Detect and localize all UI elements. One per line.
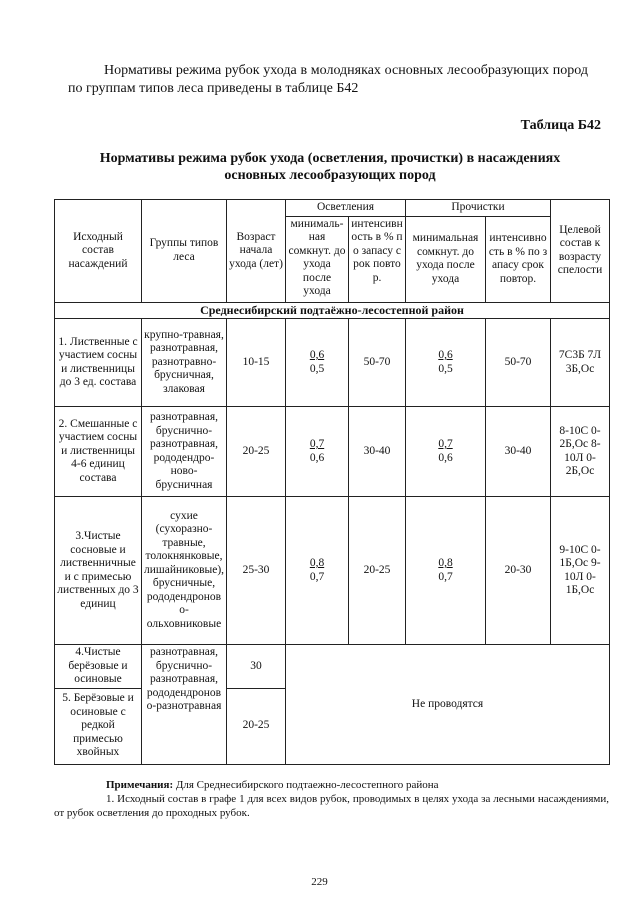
- density-after: 0,5: [438, 362, 453, 375]
- header-clearing-min-density: минималь-ная сомкнут. до ухода после ухода: [286, 216, 349, 302]
- header-thinning: Прочистки: [406, 200, 551, 217]
- cell-target: 7С3Б 7Л 3Б,Ос: [551, 319, 610, 407]
- density-before: 0,8: [438, 557, 453, 569]
- table-row: [55, 645, 610, 689]
- density-before: 0,6: [309, 349, 325, 361]
- cell-thinning-intensity: 30-40: [486, 407, 551, 497]
- notes-line-1: [54, 778, 609, 792]
- cell-clearing-density: [286, 319, 349, 407]
- intro-paragraph: Нормативы режима рубок ухода в молодняках основных лесообразующих пород по группам типов леса приведены в таблице Б42: [68, 63, 588, 96]
- cell-thinning-intensity: 20-30: [486, 497, 551, 645]
- table-row: [55, 319, 610, 407]
- notes-line-2: 1. Исходный состав в графе 1 для всех видов рубок, проводимых в целях ухода за лесными насаждениями, от рубок осветления до проходных рубок.: [54, 793, 609, 819]
- norms-table: [54, 199, 610, 765]
- table-row: [55, 497, 610, 645]
- table-label: Таблица Б42: [520, 118, 601, 133]
- density-after: 0,7: [309, 570, 325, 583]
- cell-thinning-density: [406, 497, 486, 645]
- density-before: 0,6: [438, 349, 453, 361]
- cell-age: 25-30: [227, 497, 286, 645]
- cell-age: 20-25: [227, 688, 286, 764]
- header-thinning-intensity: интенсивность в % по запасу срок повтор.: [486, 216, 551, 302]
- density-before: 0,8: [309, 557, 325, 569]
- cell-clearing-intensity: 20-25: [349, 497, 406, 645]
- cell-thinning-density: [406, 319, 486, 407]
- table-title: Нормативы режима рубок ухода (осветления, прочистки) в насаждениях основных лесообразующих пород: [99, 151, 561, 183]
- cell-groups: разнотравная, бруснично-разнотравная, рододендронов о-разнотравная: [142, 645, 227, 765]
- cell-groups: крупно-травная, разнотравная, разнотравно-брусничная, злаковая: [142, 319, 227, 407]
- cell-target: 8-10С 0-2Б,Ос 8-10Л 0-2Б,Ос: [551, 407, 610, 497]
- table-row: [55, 407, 610, 497]
- density-after: 0,6: [309, 451, 325, 464]
- cell-source: 5. Берёзовые и осиновые с редкой примесью хвойных: [55, 688, 142, 764]
- cell-clearing-intensity: 30-40: [349, 407, 406, 497]
- header-clearing-intensity: интенсивность в % по запасу срок повтор.: [349, 216, 406, 302]
- cell-source: 3.Чистые сосновые и лиственничные и с примесью лиственных до 3 единиц: [55, 497, 142, 645]
- cell-groups: сухие (сухоразно-травные, толокнянковые, лишайниковые), брусничные, рододендронов о-ольховниковые: [142, 497, 227, 645]
- density-after: 0,6: [438, 451, 453, 464]
- cell-thinning-density: [406, 407, 486, 497]
- page-number: 229: [311, 876, 328, 888]
- cell-age: 30: [227, 645, 286, 689]
- header-clearing: Осветления: [286, 200, 406, 217]
- cell-source: 2. Смешанные с участием сосны и лиственницы 4-6 единиц состава: [55, 407, 142, 497]
- cell-source: 1. Лиственные с участием сосны и лиственницы до 3 ед. состава: [55, 319, 142, 407]
- cell-target: 9-10С 0-1Б,Ос 9-10Л 0-1Б,Ос: [551, 497, 610, 645]
- cell-clearing-density: [286, 497, 349, 645]
- header-thinning-min-density: минимальная сомкнут. до ухода после ухода: [406, 216, 486, 302]
- cell-not-performed: Не проводятся: [286, 645, 610, 765]
- density-after: 0,5: [309, 362, 325, 375]
- density-before: 0,7: [309, 438, 325, 450]
- cell-groups: разнотравная, бруснично-разнотравная, рододендро-ново-брусничная: [142, 407, 227, 497]
- header-age: Возраст начала ухода (лет): [227, 200, 286, 303]
- notes-label: Примечания:: [106, 779, 174, 791]
- density-after: 0,7: [438, 570, 453, 583]
- cell-source: 4.Чистые берёзовые и осиновые: [55, 645, 142, 689]
- header-target: Целевой состав к возрасту спелости: [551, 200, 610, 303]
- cell-age: 10-15: [227, 319, 286, 407]
- header-source: Исходный состав насаждений: [55, 200, 142, 303]
- density-before: 0,7: [438, 438, 453, 450]
- notes-region: Для Среднесибирского подтаежно-лесостепного района: [175, 779, 439, 791]
- notes: [54, 778, 609, 820]
- region-row: Среднесибирский подтаёжно-лесостепной район: [55, 302, 610, 319]
- cell-age: 20-25: [227, 407, 286, 497]
- cell-clearing-density: [286, 407, 349, 497]
- cell-clearing-intensity: 50-70: [349, 319, 406, 407]
- cell-thinning-intensity: 50-70: [486, 319, 551, 407]
- header-groups: Группы типов леса: [142, 200, 227, 303]
